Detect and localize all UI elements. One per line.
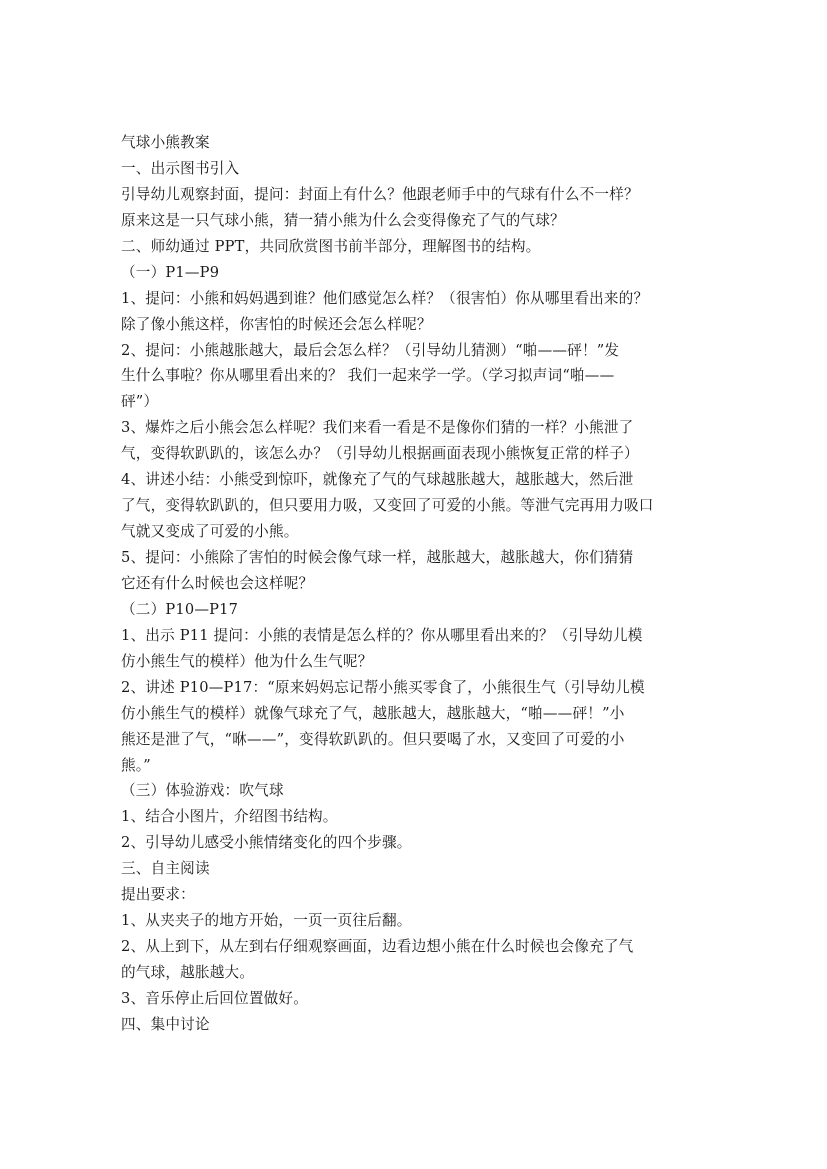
paragraph-line: 仿小熊生气的模样）他为什么生气呢？ [121,652,373,670]
paragraph-line: 了气，变得软趴趴的，但只要用力吸，又变回了可爱的小熊。等泄气完再用力吸口 [121,497,654,515]
document-title: 气球小熊教案 [121,134,210,151]
paragraph-line: 2、提问：小熊越胀越大，最后会怎么样？（引导幼儿猜测）“啪——砰！”发 [121,341,620,359]
paragraph-line: 2、讲述 P10—P17：“原来妈妈忘记帮小熊买零食了，小熊很生气（引导幼儿模 [121,678,645,696]
paragraph-line: 1、提问：小熊和妈妈遇到谁？他们感觉怎么样？（很害怕）你从哪里看出来的？ [121,289,649,307]
paragraph-line: 砰”） [121,393,159,411]
paragraph-line: 熊。” [121,756,151,774]
paragraph-line: 除了像小熊这样，你害怕的时候还会怎么样呢？ [121,315,432,333]
paragraph-line: 生什么事啦？你从哪里看出来的？ 我们一起来学一学。（学习拟声词“啪—— [121,367,615,385]
paragraph-line: 原来这是一只气球小熊，猜一猜小熊为什么会变得像充了气的气球？ [121,211,565,229]
paragraph-line: 1、从夹夹子的地方开始，一页一页往后翻。 [121,912,412,930]
section-heading: 二、师幼通过 PPT，共同欣赏图书前半部分，理解图书的结构。 [121,237,541,255]
paragraph-line: 1、结合小图片，介绍图书结构。 [121,808,338,826]
lesson-plan-body [121,130,711,1038]
paragraph-line: 熊还是泄了气，“咻——”，变得软趴趴的。但只要喝了水，又变回了可爱的小 [121,730,625,748]
paragraph-line: 的气球，越胀越大。 [121,964,255,981]
paragraph-line: 3、音乐停止后回位置做好。 [121,989,309,1007]
paragraph-line: 3、爆炸之后小熊会怎么样呢？我们来看一看是不是像你们猜的一样？小熊泄了 [121,419,634,437]
paragraph-line: 4、讲述小结：小熊受到惊吓，就像充了气的气球越胀越大，越胀越大，然后泄 [121,471,634,489]
subsection-heading: （三）体验游戏：吹气球 [121,782,284,800]
paragraph-line: 仿小熊生气的模样）就像气球充了气，越胀越大，越胀越大，“啪——砰！”小 [121,704,625,722]
subsection-heading: （二）P10—P17 [121,600,239,618]
paragraph-line: 5、提问：小熊除了害怕的时候会像气球一样，越胀越大，越胀越大，你们猜猜 [121,549,634,566]
section-heading: 一、出示图书引入 [121,159,240,177]
section-heading: 三、自主阅读 [121,860,210,878]
paragraph-line: 2、从上到下，从左到右仔细观察画面，边看边想小熊在什么时候也会像充了气 [121,938,634,956]
subsection-heading: （一）P1—P9 [121,263,220,281]
paragraph-line: 气，变得软趴趴的，该怎么办？（引导幼儿根据画面表现小熊恢复正常的样子） [121,445,639,463]
paragraph-line: 它还有什么时候也会这样呢？ [121,574,314,592]
paragraph-line: 引导幼儿观察封面，提问：封面上有什么？他跟老师手中的气球有什么不一样？ [121,185,639,203]
paragraph-line: 2、引导幼儿感受小熊情绪变化的四个步骤。 [121,834,412,852]
paragraph-line: 提出要求： [121,886,195,904]
section-heading: 四、集中讨论 [121,1015,210,1033]
paragraph-line: 气就又变成了可爱的小熊。 [121,523,299,541]
paragraph-line: 1、出示 P11 提问：小熊的表情是怎么样的？你从哪里看出来的？（引导幼儿模 [121,626,643,644]
